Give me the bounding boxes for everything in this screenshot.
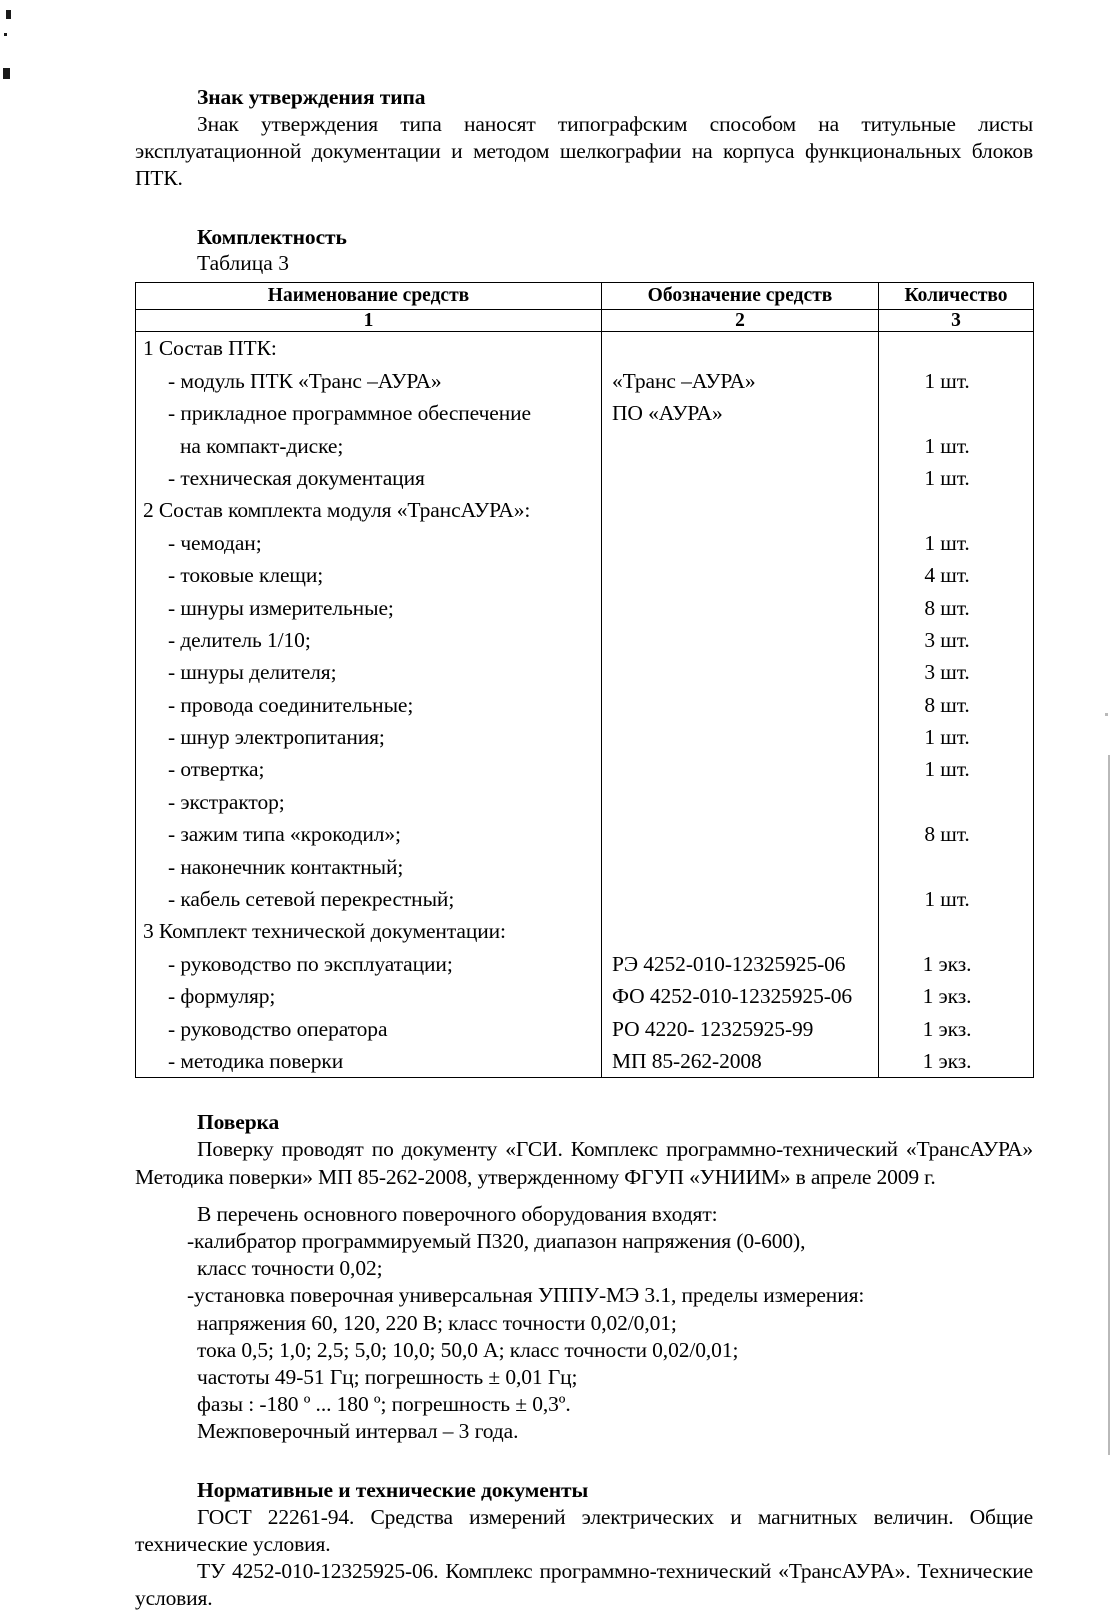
table-line-name: - экстрактор; <box>168 789 285 814</box>
table-line-quantity <box>879 397 1033 429</box>
table-line-name: - модуль ПТК «Транс –АУРА» <box>168 368 442 393</box>
normative-paragraph-tu: ТУ 4252-010-12325925-06. Комплекс программно-технический «ТрансАУРА». Технические условия. <box>135 1558 1033 1611</box>
table-line-name: - шнуры делителя; <box>168 660 337 685</box>
equipment-line: частоты 49-51 Гц; погрешность ± 0,01 Гц; <box>197 1364 578 1389</box>
equipment-line: -установка поверочная универсальная УППУ-МЭ 3.1, пределы измерения: <box>187 1283 865 1308</box>
scan-artifact-top-left <box>6 10 11 19</box>
table-line-name: - методика поверки <box>168 1048 344 1073</box>
scan-artifact-left-dot <box>4 33 7 36</box>
scan-artifact-right-line <box>1108 755 1110 1455</box>
table-cell-quantities <box>879 332 1034 1078</box>
table-line-quantity <box>879 332 1033 364</box>
table-column-number-3: 3 <box>879 309 1034 331</box>
table-line-quantity: 1 шт. <box>924 757 970 782</box>
section-heading-approval-mark: Знак утверждения типа <box>197 85 426 109</box>
table-line-name: - зажим типа «крокодил»; <box>168 822 401 847</box>
table-line-designation: РЭ 4252-010-12325925-06 <box>612 951 846 976</box>
table-line-quantity: 1 экз. <box>922 1048 972 1073</box>
table-line-quantity <box>879 786 1033 818</box>
table-line-quantity: 8 шт. <box>924 822 970 847</box>
table-cell-names <box>136 332 602 1078</box>
scan-artifact-left-mark <box>3 68 10 79</box>
equipment-line: напряжения 60, 120, 220 В; класс точности 0,02/0,01; <box>197 1310 677 1335</box>
table-line-designation <box>602 430 878 462</box>
table-line-name: - техническая документация <box>168 465 425 490</box>
table-column-number-2: 2 <box>602 309 879 331</box>
table-line-name: - провода соединительные; <box>168 692 414 717</box>
table-line-name: - токовые клещи; <box>168 563 324 588</box>
table-line-name: - руководство по эксплуатации; <box>168 951 453 976</box>
table-line-designation <box>602 494 878 526</box>
table-line-name: - шнуры измерительные; <box>168 595 394 620</box>
table-line-quantity: 1 экз. <box>922 951 972 976</box>
table-line-designation: ПО «АУРА» <box>612 401 723 426</box>
section-paragraph-approval-mark: Знак утверждения типа наносят типографским способом на титульные листы эксплуатационной документации и методом шелкографии на корпуса функциональных блоков ПТК. <box>135 112 1033 191</box>
table-line-name: - формуляр; <box>168 984 276 1009</box>
table-cell-designations <box>602 332 879 1078</box>
table-line-name: - кабель сетевой перекрестный; <box>168 887 455 912</box>
table-line-designation <box>602 818 878 850</box>
table-line-designation <box>602 721 878 753</box>
table-line-designation <box>602 332 878 364</box>
section-heading-completeness: Комплектность <box>197 224 347 249</box>
table-caption: Таблица 3 <box>197 250 289 275</box>
equipment-line: Межповерочный интервал – 3 года. <box>197 1419 519 1444</box>
table-line-designation <box>602 915 878 947</box>
table-line-quantity: 4 шт. <box>924 563 970 588</box>
table-line-quantity <box>879 915 1033 947</box>
table-line-name: 2 Состав комплекта модуля «ТрансАУРА»: <box>143 498 531 523</box>
table-line-quantity: 1 шт. <box>924 887 970 912</box>
equipment-intro: В перечень основного поверочного оборудования входят: <box>197 1201 718 1226</box>
table-line-quantity: 3 шт. <box>924 660 970 685</box>
spacer <box>135 1191 1033 1201</box>
table-line-quantity: 1 шт. <box>924 465 970 490</box>
table-line-quantity: 1 шт. <box>924 433 970 458</box>
table-header-designation: Обозначение средств <box>602 282 879 309</box>
table-column-number-row <box>136 309 1034 331</box>
table-line-designation: ФО 4252-010-12325925-06 <box>612 984 853 1009</box>
table-line-name: - шнур электропитания; <box>168 725 385 750</box>
section-heading-normative-documents: Нормативные и технические документы <box>197 1477 589 1502</box>
table-line-designation <box>602 462 878 494</box>
table-line-designation <box>602 851 878 883</box>
verification-equipment-block <box>135 1201 1033 1446</box>
table-line-quantity: 1 шт. <box>924 530 970 555</box>
table-line-designation <box>602 592 878 624</box>
equipment-line: тока 0,5; 1,0; 2,5; 5,0; 10,0; 50,0 А; класс точности 0,02/0,01; <box>197 1337 739 1362</box>
table-line-designation <box>602 689 878 721</box>
table-line-quantity <box>879 851 1033 883</box>
table-line-quantity: 1 экз. <box>922 1016 972 1041</box>
table-line-name: - отвертка; <box>168 757 265 782</box>
table-line-quantity: 8 шт. <box>924 692 970 717</box>
table-line-quantity: 3 шт. <box>924 627 970 652</box>
table-line-name: - чемодан; <box>168 530 262 555</box>
table-line-name: на компакт-диске; <box>180 433 344 458</box>
normative-paragraph-gost: ГОСТ 22261-94. Средства измерений электрических и магнитных величин. Общие технические условия. <box>135 1504 1033 1556</box>
equipment-line: -калибратор программируемый П320, диапазон напряжения (0-600), <box>187 1229 806 1254</box>
table-line-name: - наконечник контактный; <box>168 854 404 879</box>
section-paragraph-verification: Поверку проводят по документу «ГСИ. Комплекс программно-технический «ТрансАУРА» Методика поверки» МП 85-262-2008, утвержденному ФГУП «УНИИМ» в апреле 2009 г. <box>135 1137 1033 1189</box>
table-line-designation <box>602 883 878 915</box>
table-line-designation: МП 85-262-2008 <box>612 1048 762 1073</box>
table-line-name: 3 Комплект технической документации: <box>143 919 506 944</box>
table-line-quantity: 1 экз. <box>922 984 972 1009</box>
table-line-quantity <box>879 494 1033 526</box>
table-line-designation <box>602 527 878 559</box>
table-line-designation: РО 4220- 12325925-99 <box>612 1016 814 1041</box>
table-line-name: - руководство оператора <box>168 1016 388 1041</box>
table-line-quantity: 1 шт. <box>924 725 970 750</box>
table-line-name: - делитель 1/10; <box>168 627 311 652</box>
spacer <box>135 1078 1033 1109</box>
table-header-name: Наименование средств <box>136 282 602 309</box>
table-body-row <box>136 332 1034 1078</box>
section-heading-verification: Поверка <box>197 1110 280 1135</box>
equipment-line: фазы : -180 º ... 180 º; погрешность ± 0,3º. <box>197 1392 571 1417</box>
table-line-quantity: 8 шт. <box>924 595 970 620</box>
table-column-number-1: 1 <box>136 309 602 331</box>
spacer <box>135 1446 1033 1477</box>
table-line-quantity: 1 шт. <box>924 368 970 393</box>
table-line-designation <box>602 753 878 785</box>
table-line-name: 1 Состав ПТК: <box>143 336 277 361</box>
table-header-quantity: Количество <box>879 282 1034 309</box>
completeness-table <box>135 282 1034 1079</box>
page-content <box>135 84 1033 1612</box>
spacer <box>135 193 1033 224</box>
table-line-designation <box>602 656 878 688</box>
scan-artifact-right-dot <box>1105 713 1108 716</box>
table-line-designation <box>602 559 878 591</box>
table-line-designation <box>602 624 878 656</box>
table-line-designation <box>602 786 878 818</box>
table-line-designation: «Транс –АУРА» <box>612 368 756 393</box>
equipment-line: класс точности 0,02; <box>197 1256 383 1281</box>
table-header-row <box>136 282 1034 309</box>
equipment-list <box>135 1228 1033 1446</box>
table-line-name: - прикладное программное обеспечение <box>168 401 532 426</box>
